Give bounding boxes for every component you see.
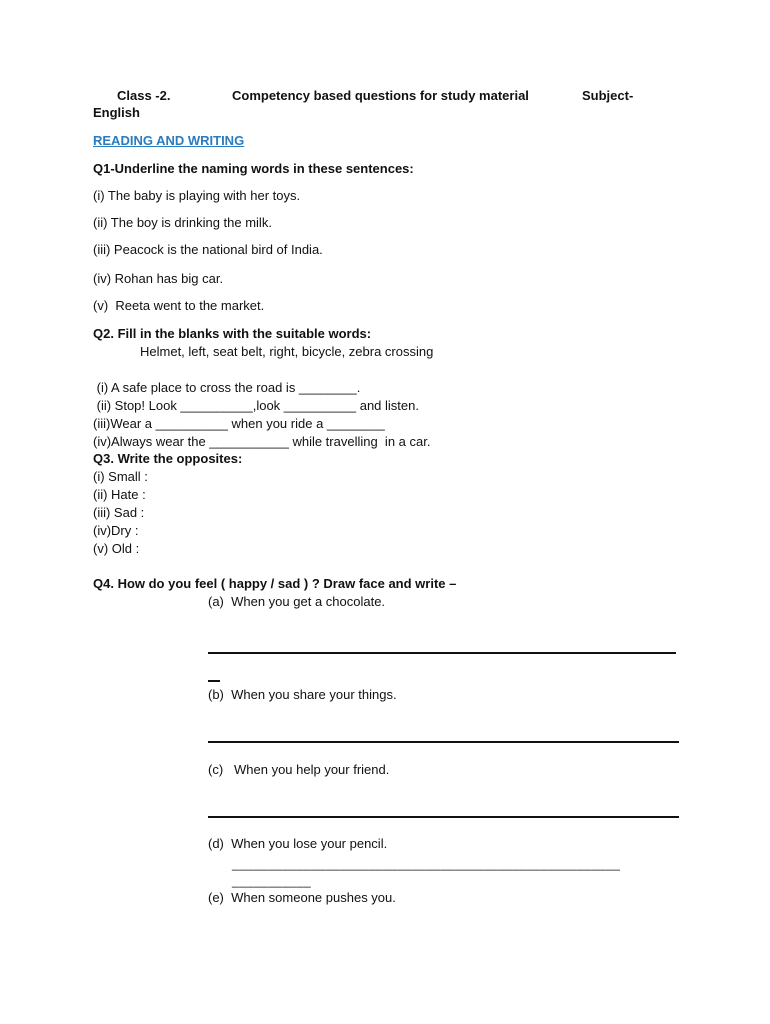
- q1-item: (ii) The boy is drinking the milk.: [93, 215, 272, 230]
- q4-d-blank-line: ___________: [232, 874, 312, 888]
- q4-item: (a) When you get a chocolate.: [208, 594, 386, 609]
- q4-prompt: Q4. How do you feel ( happy / sad ) ? Draw face and write –: [93, 576, 457, 591]
- q3-item: (iii) Sad :: [93, 505, 145, 520]
- q1-item: (iv) Rohan has big car.: [93, 271, 224, 286]
- answer-line: [208, 816, 679, 818]
- answer-line-tail: [208, 680, 220, 682]
- q4-item: (e) When someone pushes you.: [208, 890, 396, 905]
- class-label: Class -2.: [117, 88, 171, 103]
- q4-item: (d) When you lose your pencil.: [208, 836, 388, 851]
- q1-item: (v) Reeta went to the market.: [93, 298, 265, 313]
- q2-item: (iii)Wear a __________ when you ride a ________: [93, 416, 385, 431]
- q4-d-blank-line: ______________________________________________________: [232, 857, 621, 871]
- q2-word-bank: Helmet, left, seat belt, right, bicycle, zebra crossing: [140, 344, 434, 359]
- q1-item: (i) The baby is playing with her toys.: [93, 188, 301, 203]
- worksheet-title: Competency based questions for study material: [232, 88, 529, 103]
- answer-line: [208, 652, 676, 654]
- q2-item: (i) A safe place to cross the road is ________.: [93, 380, 361, 395]
- q4-item: (b) When you share your things.: [208, 687, 397, 702]
- q2-item: (ii) Stop! Look __________,look __________ and listen.: [93, 398, 419, 413]
- q3-item: (ii) Hate :: [93, 487, 146, 502]
- q1-item: (iii) Peacock is the national bird of India.: [93, 242, 323, 257]
- q2-prompt: Q2. Fill in the blanks with the suitable words:: [93, 326, 372, 341]
- answer-line: [208, 741, 679, 743]
- subject-value: English: [93, 105, 140, 120]
- section-heading: READING AND WRITING: [93, 133, 245, 148]
- q4-item: (c) When you help your friend.: [208, 762, 390, 777]
- q2-item: (iv)Always wear the ___________ while travelling in a car.: [93, 434, 431, 449]
- q3-item: (v) Old :: [93, 541, 140, 556]
- subject-label: Subject-: [582, 88, 634, 103]
- q3-prompt: Q3. Write the opposites:: [93, 451, 243, 466]
- q1-prompt: Q1-Underline the naming words in these sentences:: [93, 161, 414, 176]
- q3-item: (iv)Dry :: [93, 523, 139, 538]
- q3-item: (i) Small :: [93, 469, 148, 484]
